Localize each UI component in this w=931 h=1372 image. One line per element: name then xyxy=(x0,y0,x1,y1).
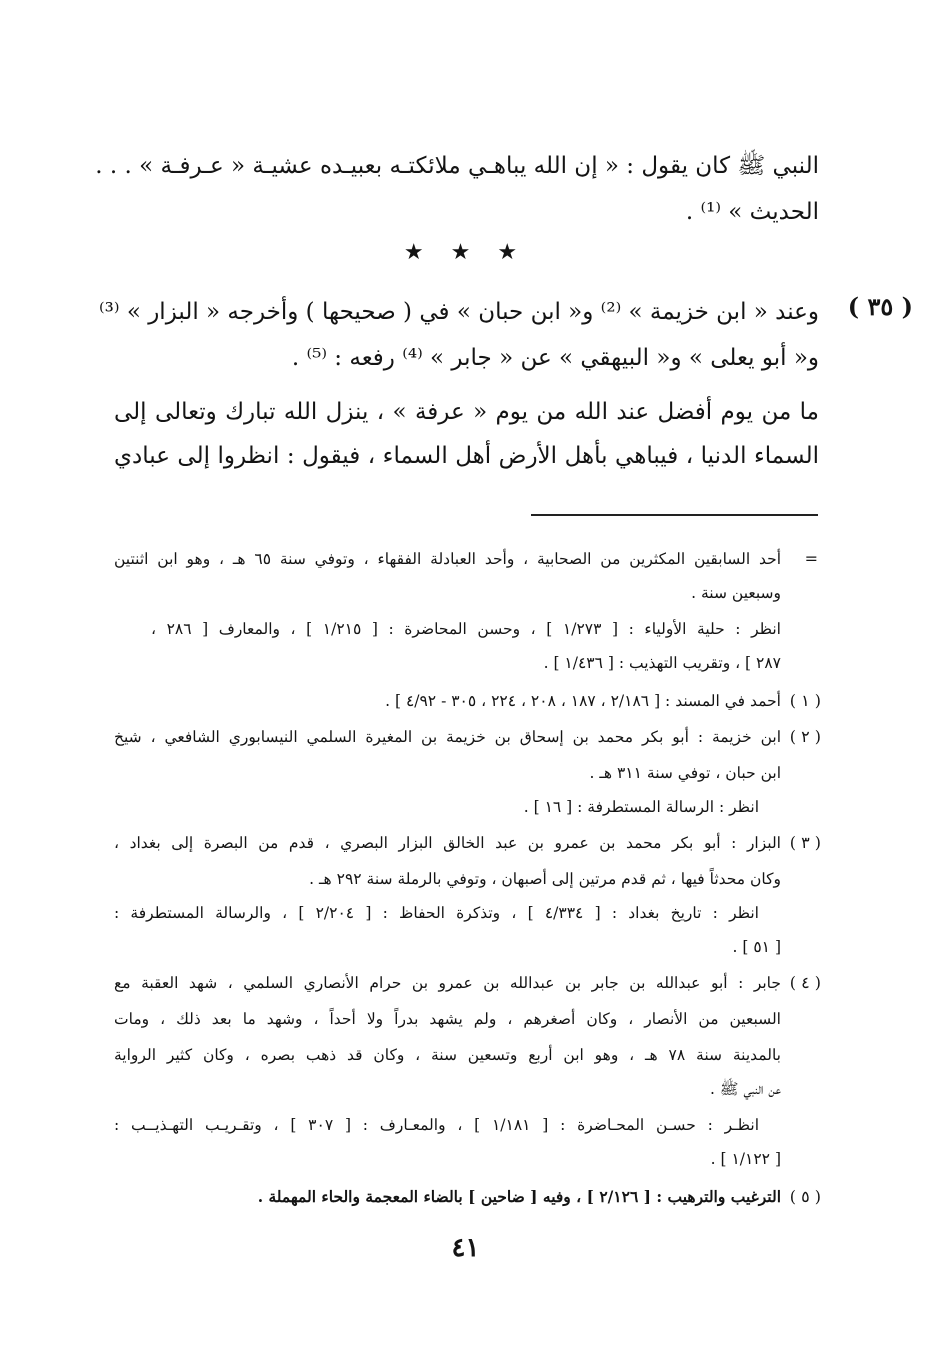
footnote-line: البزار : أبو بكر محمد بن عمرو بن عبد الخالق البزار البصري ، قدم من البصرة إلى بغداد ، xyxy=(114,834,781,852)
footnote-number-3: ( ٣ ) xyxy=(789,833,821,852)
section-separator-stars: ★ ★ ★ xyxy=(403,240,528,265)
footnote-line: عن النبي ﷺ . xyxy=(709,1080,781,1098)
footnote-number-1: ( ١ ) xyxy=(789,691,821,710)
footnote-line: انظر : حلية الأولياء : [ ١/٢٧٣ ] ، وحسن المحاضرة : [ ١/٢١٥ ] ، والمعارف [ ٢٨٦ ، xyxy=(151,620,781,638)
footnote-number-5: ( ٥ ) xyxy=(789,1187,821,1206)
main-text-line-1: النبي ﷺ كان يقول : « إن الله يباهـي ملائكتـه بعبيـده عشيـة « عـرفـة » . . . xyxy=(95,153,819,179)
footnote-line: ابن حبان ، توفي سنة ٣١١ هـ . xyxy=(589,764,781,782)
footnote-line: الترغيب والترهيب : [ ٢/١٢٦ ] ، وفيه [ ضاحين ] بالضاء المعجمة والحاء المهملة . xyxy=(257,1187,781,1206)
page-number: ٤١ xyxy=(451,1233,480,1263)
footnote-line: أحد السابقين المكثرين من الصحابية ، وأحد العبادلة الفقهاء ، وتوفي سنة ٦٥ هـ ، وهو ابن اثنتين xyxy=(114,550,782,568)
footnote-line: السبعين من الأنصار ، وكان أصغرهم ، ولم يشهد بدراً ولا أحداً ، وشهد ما بعد ذلك ، ومات xyxy=(114,1010,781,1028)
footnote-line: أحمد في المسند : [ ٢/١٨٦ ، ١٨٧ ، ٢٠٨ ، ٢٢٤ ، ٣٠٥ - ٤/٩٢ ] . xyxy=(385,692,781,710)
footnote-number-4: ( ٤ ) xyxy=(789,973,821,992)
footnote-number-2: ( ٢ ) xyxy=(789,727,821,746)
footnote-line: بالمدينة سنة ٧٨ هـ ، وهو ابن أربع وتسعين سنة ، وكان قد ذهب بصره ، وكان كثير الرواية xyxy=(114,1046,781,1064)
main-text-line-3: وعند « ابن خزيمة » ⁽²⁾ و« ابن حبان » في ( صحيحها ) وأخرجه « البزار » ⁽³⁾ xyxy=(98,299,819,325)
main-text-line-2: الحديث » ⁽¹⁾ . xyxy=(685,199,819,225)
main-text-line-4: و« أبو يعلى » و« البيهقي » عن « جابر » ⁽⁴⁾ رفعه : ⁽⁵⁾ . xyxy=(291,345,819,371)
footnote-line: انظر : تاريخ بغداد : [ ٤/٣٣٤ ] ، وتذكرة الحفاظ : [ ٢/٢٠٤ ] ، والرسالة المستطرفة : xyxy=(114,904,759,922)
footnote-line: [ ١/١٢٢ ] . xyxy=(710,1150,781,1168)
footnote-line: وسبعين سنة . xyxy=(691,584,781,602)
footnote-separator-rule xyxy=(531,514,818,516)
footnote-line: [ ٥١ ] . xyxy=(732,938,781,956)
item-number: ( ٣٥ ) xyxy=(847,292,913,321)
footnote-line: انظـر : حسـن المحـاضرة : [ ١/١٨١ ] ، والمعـارف : [ ٣٠٧ ] ، وتقـريـب التهـذيــب : xyxy=(114,1116,760,1134)
footnote-line: ٢٨٧ ] ، وتقريب التهذيب : [ ١/٤٣٦ ] . xyxy=(543,654,781,672)
footnote-line: وكان محدثاً فيها ، ثم قدم مرتين إلى أصبهان ، وتوفي بالرملة سنة ٢٩٢ هـ . xyxy=(309,870,781,888)
footnote-line: ابن خزيمة : أبو بكر محمد بن إسحاق بن خزيمة بن المغيرة السلمي النيسابوري الشافعي ، شيخ xyxy=(114,728,781,746)
footnote-line: انظر : الرسالة المستطرفة : [ ١٦ ] . xyxy=(523,798,759,816)
main-text-line-5: ما من يوم أفضل عند الله من يوم « عرفة » ، ينزل الله تبارك وتعالى إلى xyxy=(114,399,819,425)
footnote-line: جابر : أبو عبدالله بن جابر بن عبدالله بن عمرو بن حرام الأنصاري السلمي ، شهد العقبة مع xyxy=(114,974,781,992)
footnote-continuation-mark: = xyxy=(804,549,818,568)
main-text-line-6: السماء الدنيا ، فيباهي بأهل الأرض أهل السماء ، فيقول : انظروا إلى عبادي xyxy=(114,443,819,469)
